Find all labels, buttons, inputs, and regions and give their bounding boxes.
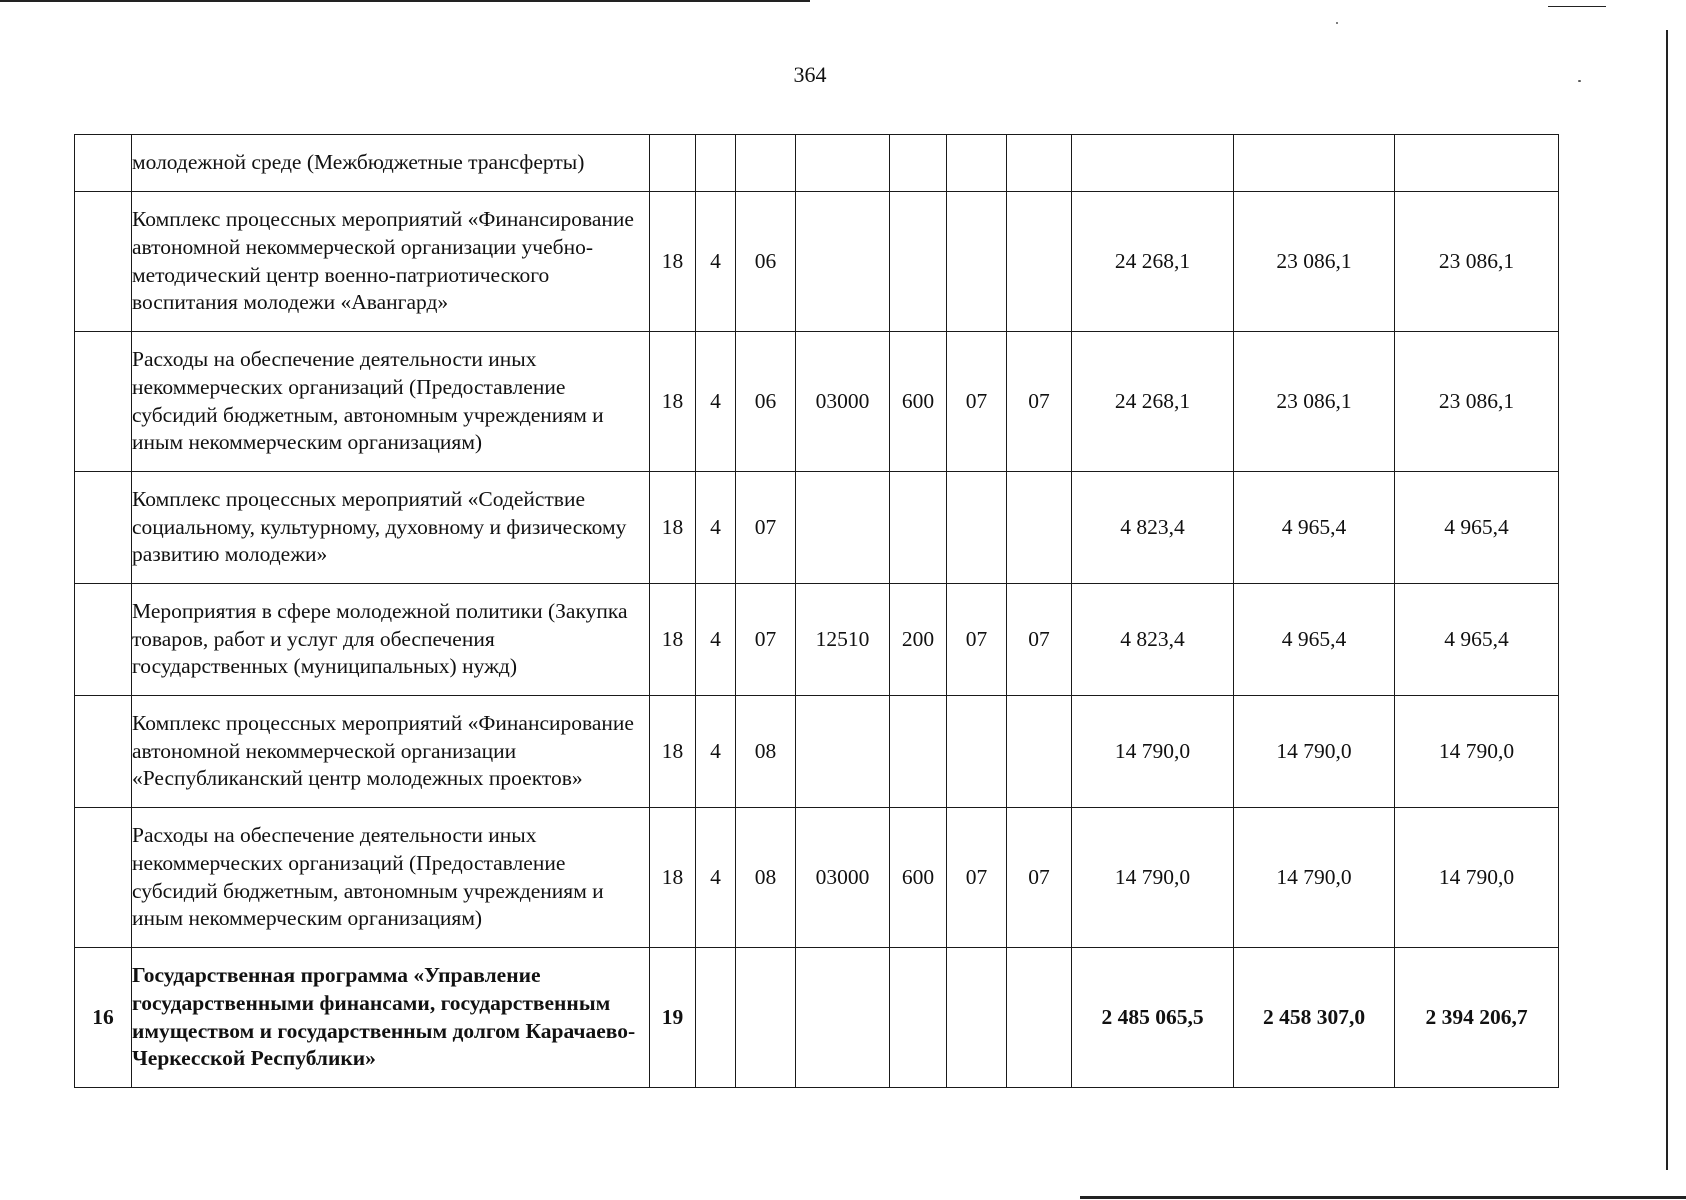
code-cell: 600: [890, 332, 947, 472]
code-cell: [796, 472, 890, 584]
code-cell: 03000: [796, 332, 890, 472]
code-cell: 08: [736, 696, 796, 808]
amount-cell: 24 268,1: [1072, 192, 1234, 332]
code-cell: 12510: [796, 584, 890, 696]
amount-cell: 23 086,1: [1395, 192, 1559, 332]
amount-cell: [1072, 135, 1234, 192]
page-number: 364: [793, 62, 827, 87]
amount-cell: 4 965,4: [1395, 584, 1559, 696]
amount-cell: 23 086,1: [1234, 332, 1395, 472]
code-cell: [796, 192, 890, 332]
code-cell: 06: [736, 332, 796, 472]
amount-cell: 2 485 065,5: [1072, 948, 1234, 1088]
code-cell: 18: [650, 584, 696, 696]
scan-top-edge-line: [0, 0, 810, 2]
code-cell: 07: [1007, 332, 1072, 472]
row-number: [75, 808, 132, 948]
table-row: [75, 948, 1559, 1088]
code-cell: [947, 135, 1007, 192]
code-cell: 4: [696, 808, 736, 948]
code-cell: [947, 472, 1007, 584]
code-cell: [796, 696, 890, 808]
code-cell: [1007, 696, 1072, 808]
table-row: [75, 135, 1559, 192]
row-description: молодежной среде (Межбюджетные трансферты): [132, 135, 650, 192]
code-cell: 03000: [796, 808, 890, 948]
table-row: [75, 584, 1559, 696]
scan-bottom-edge-line: [1080, 1196, 1686, 1199]
amount-cell: [1395, 135, 1559, 192]
table-row: [75, 192, 1559, 332]
amount-cell: 23 086,1: [1234, 192, 1395, 332]
amount-cell: 2 458 307,0: [1234, 948, 1395, 1088]
code-cell: 19: [650, 948, 696, 1088]
code-cell: 07: [947, 332, 1007, 472]
code-cell: [890, 192, 947, 332]
code-cell: [890, 135, 947, 192]
code-cell: [890, 472, 947, 584]
scan-top-right-line: [1548, 6, 1606, 7]
code-cell: [1007, 192, 1072, 332]
code-cell: 18: [650, 696, 696, 808]
amount-cell: 4 965,4: [1395, 472, 1559, 584]
code-cell: [947, 192, 1007, 332]
row-number: [75, 135, 132, 192]
row-number: [75, 472, 132, 584]
row-number: [75, 696, 132, 808]
code-cell: 600: [890, 808, 947, 948]
amount-cell: 23 086,1: [1395, 332, 1559, 472]
code-cell: [890, 948, 947, 1088]
row-description: Комплекс процессных мероприятий «Финансирование автономной некоммерческой организации учебно-методический центр военно-патриотического воспитания молодежи «Авангард»: [132, 192, 650, 332]
code-cell: 08: [736, 808, 796, 948]
amount-cell: 2 394 206,7: [1395, 948, 1559, 1088]
amount-cell: 14 790,0: [1072, 696, 1234, 808]
code-cell: [796, 948, 890, 1088]
row-description: Комплекс процессных мероприятий «Финансирование автономной некоммерческой организации «Республиканский центр молодежных проектов»: [132, 696, 650, 808]
row-description: Комплекс процессных мероприятий «Содействие социальному, культурному, духовному и физическому развитию молодежи»: [132, 472, 650, 584]
table-row: [75, 808, 1559, 948]
code-cell: [890, 696, 947, 808]
code-cell: 07: [947, 808, 1007, 948]
code-cell: [696, 948, 736, 1088]
code-cell: 06: [736, 192, 796, 332]
code-cell: [696, 135, 736, 192]
table-row: [75, 696, 1559, 808]
code-cell: 4: [696, 332, 736, 472]
amount-cell: 4 823,4: [1072, 472, 1234, 584]
row-number: [75, 192, 132, 332]
amount-cell: 14 790,0: [1072, 808, 1234, 948]
scan-right-edge-line: [1666, 30, 1668, 1170]
code-cell: [736, 135, 796, 192]
code-cell: 07: [736, 472, 796, 584]
code-cell: 200: [890, 584, 947, 696]
amount-cell: 14 790,0: [1234, 808, 1395, 948]
code-cell: 4: [696, 696, 736, 808]
code-cell: [736, 948, 796, 1088]
code-cell: 18: [650, 472, 696, 584]
code-cell: [947, 696, 1007, 808]
amount-cell: 4 965,4: [1234, 472, 1395, 584]
code-cell: 07: [736, 584, 796, 696]
code-cell: 18: [650, 808, 696, 948]
row-description: Расходы на обеспечение деятельности иных некоммерческих организаций (Предоставление субсидий бюджетным, автономным учреждениям и иным некоммерческим организациям): [132, 808, 650, 948]
amount-cell: 24 268,1: [1072, 332, 1234, 472]
amount-cell: 14 790,0: [1395, 696, 1559, 808]
code-cell: 4: [696, 192, 736, 332]
row-number: [75, 332, 132, 472]
row-number: 16: [75, 948, 132, 1088]
code-cell: 18: [650, 332, 696, 472]
code-cell: 07: [1007, 808, 1072, 948]
amount-cell: 14 790,0: [1395, 808, 1559, 948]
table-row: [75, 332, 1559, 472]
code-cell: 18: [650, 192, 696, 332]
code-cell: [947, 948, 1007, 1088]
amount-cell: 4 965,4: [1234, 584, 1395, 696]
row-number: [75, 584, 132, 696]
budget-table: [74, 134, 1559, 1088]
code-cell: 07: [1007, 584, 1072, 696]
row-description: Расходы на обеспечение деятельности иных некоммерческих организаций (Предоставление субсидий бюджетным, автономным учреждениям и иным некоммерческим организациям): [132, 332, 650, 472]
code-cell: [1007, 472, 1072, 584]
code-cell: 07: [947, 584, 1007, 696]
code-cell: [1007, 135, 1072, 192]
code-cell: [796, 135, 890, 192]
row-description: Государственная программа «Управление государственными финансами, государственным имуществом и государственным долгом Карачаево-Черкесской Республики»: [132, 948, 650, 1088]
code-cell: 4: [696, 472, 736, 584]
code-cell: 4: [696, 584, 736, 696]
amount-cell: [1234, 135, 1395, 192]
row-description: Мероприятия в сфере молодежной политики (Закупка товаров, работ и услуг для обеспечения государственных (муниципальных) нужд): [132, 584, 650, 696]
code-cell: [650, 135, 696, 192]
code-cell: [1007, 948, 1072, 1088]
amount-cell: 4 823,4: [1072, 584, 1234, 696]
table-row: [75, 472, 1559, 584]
scan-speck: [1336, 22, 1338, 24]
amount-cell: 14 790,0: [1234, 696, 1395, 808]
